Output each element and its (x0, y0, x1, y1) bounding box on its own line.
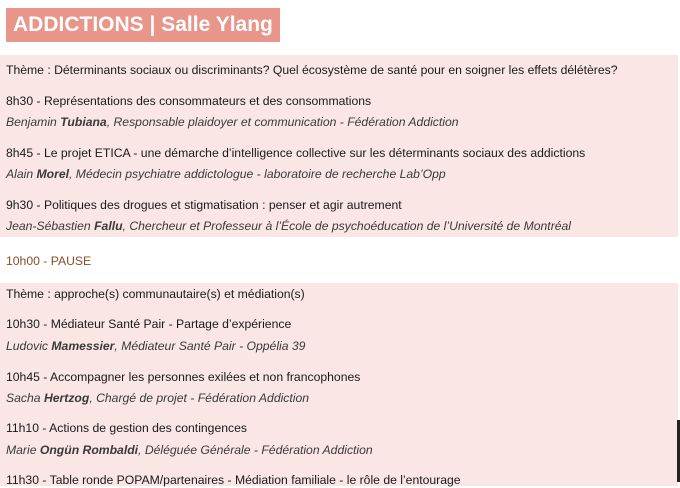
pause-label: 10h00 - PAUSE (6, 254, 92, 268)
talk-title: 8h45 - Le projet ETICA - une démarche d’intelligence collective sur les déterminants sociaux des addictions (6, 146, 586, 160)
talk-title: 11h30 - Table ronde POPAM/partenaires - Médiation familiale - le rôle de l’entourage (6, 473, 461, 487)
talk-title: 10h45 - Accompagner les personnes exilées et non francophones (6, 370, 361, 384)
talk-title: 8h30 - Représentations des consommateurs et des consommations (6, 94, 372, 108)
page-title: ADDICTIONS | Salle Ylang (6, 8, 280, 42)
speaker-line: Ludovic Mamessier, Médiateur Santé Pair - Oppélia 39 (6, 339, 306, 353)
session-1-theme: Thème : Déterminants sociaux ou discriminants? Quel écosystème de santé pour en soigner les effets délétères? (6, 63, 618, 77)
speaker-line: Alain Morel, Médecin psychiatre addictologue - laboratoire de recherche Lab’Opp (6, 167, 446, 181)
speaker-line: Jean-Sébastien Fallu, Chercheur et Professeur à l’École de psychoéducation de l’Université de Montréal (6, 219, 572, 233)
speaker-line: Benjamin Tubiana, Responsable plaidoyer et communication - Fédération Addiction (6, 115, 459, 129)
talk-title: 9h30 - Politiques des drogues et stigmatisation : penser et agir autrement (6, 198, 402, 212)
session-2-theme: Thème : approche(s) communautaire(s) et médiation(s) (6, 287, 305, 301)
speaker-line: Sacha Hertzog, Chargé de projet - Fédération Addiction (6, 391, 310, 405)
talk-title: 10h30 - Médiateur Santé Pair - Partage d’expérience (6, 317, 292, 331)
speaker-line: Marie Ongün Rombaldi, Déléguée Générale - Fédération Addiction (6, 443, 373, 457)
talk-title: 11h10 - Actions de gestion des contingences (6, 421, 247, 435)
